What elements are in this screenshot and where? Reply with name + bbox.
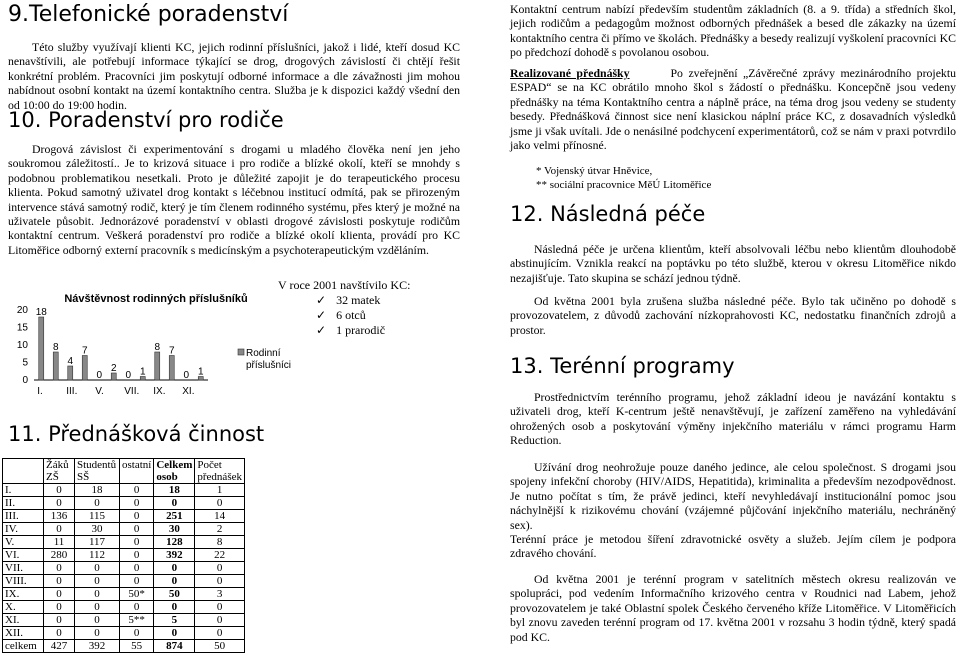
table-cell: 392 [154, 549, 195, 562]
table-header: Žáků ZŠ [44, 459, 75, 484]
table-cell: 30 [75, 523, 120, 536]
table-row [3, 536, 245, 549]
table-cell: VIII. [3, 575, 44, 588]
visits-chart [8, 286, 292, 408]
table-cell: 0 [44, 484, 75, 497]
table-cell: 280 [44, 549, 75, 562]
table-cell: 0 [154, 627, 195, 640]
table-cell: 0 [75, 601, 120, 614]
chart-bar [53, 352, 58, 380]
table-cell: XI. [3, 614, 44, 627]
table-cell: 18 [154, 484, 195, 497]
table-cell: 0 [154, 575, 195, 588]
table-cell: VII. [3, 562, 44, 575]
table-cell: 0 [154, 497, 195, 510]
lecture-intro-text: Kontaktní centrum nabízí především studentům základních (8. a 9. třída) a středních škol, jejich rodičům a pedagogům možnost odborných přednášek a besed dle zákazky na území kontaktního centra či přímo ve školách. Přednášky a besedy realizují vyškolení pracovníci KC po předchozí dohodě s povolanou osobou. [510, 2, 956, 60]
table-cell: 0 [75, 614, 120, 627]
section-13-p1: Prostřednictvím terénního programu, jehož základní ideou je navázání kontaktu s uživateli drog, kteří K-centrum ještě nenavštěvují, je zařízení zaměřeno na vyhledávání ohrožených osob a poskytování výměny injekčního materiálu v rámci programu Harm Reduction. [510, 390, 956, 448]
bar-value-label: 4 [67, 356, 74, 367]
table-cell: 3 [195, 588, 245, 601]
chart-bar [39, 317, 44, 380]
visits-item: ✓ 6 otců [316, 308, 366, 322]
table-cell: 0 [195, 575, 245, 588]
bar-value-label: 2 [110, 363, 117, 374]
legend-label: příslušníci [246, 360, 292, 371]
table-cell: 0 [44, 588, 75, 601]
x-tick-label: XI. [182, 386, 195, 397]
legend-swatch [238, 349, 244, 355]
table-cell: 8 [195, 536, 245, 549]
chart-bar [82, 356, 87, 381]
table-cell: 0 [75, 562, 120, 575]
section-13-title: 13. Terénní programy [510, 354, 735, 378]
table-cell: 50 [154, 588, 195, 601]
table-cell: 0 [120, 601, 154, 614]
table-cell: 11 [44, 536, 75, 549]
table-cell: 0 [75, 575, 120, 588]
table-cell: 5** [120, 614, 154, 627]
table-cell: 0 [120, 484, 154, 497]
table-header: Studentů SŠ [75, 459, 120, 484]
table-cell: 0 [44, 601, 75, 614]
table-row [3, 562, 245, 575]
y-tick-label: 10 [16, 340, 28, 351]
table-cell: 50 [195, 640, 245, 653]
table-cell: 0 [44, 523, 75, 536]
realized-lectures-text [510, 66, 956, 152]
bar-value-label: 1 [139, 366, 146, 378]
table-cell: 0 [44, 627, 75, 640]
table-cell: 427 [44, 640, 75, 653]
visits-chart-svg [8, 286, 292, 408]
visits-item: ✓ 32 matek [316, 293, 381, 307]
table-cell: 117 [75, 536, 120, 549]
y-tick-label: 15 [16, 322, 28, 334]
table-cell: IX. [3, 588, 44, 601]
table-header-row [3, 459, 245, 484]
table-cell: 0 [44, 497, 75, 510]
table-cell: 112 [75, 549, 120, 562]
section-13-p4: Od května 2001 je terénní program v satelitních městech okresu realizován ve spolupráci, pod vedením Informačního krizového centra v Roudnici nad Labem, jehož provozovatelem je také Oblastní spolek Českého červeného kříže Litoměřice. V Litoměřicích byl znovu zaveden terénní program od 17. května 2001 v rozsahu 3 hodin týdně, který spadá pod KC. [510, 572, 956, 644]
bar-value-label: 0 [125, 370, 132, 381]
section-12-p2: Od května 2001 byla zrušena služba následné péče. Bylo tak učiněno po dohodě s provozovatelem, z důvodů zachování nízkoprahovosti KC, nedostatku finančních zdrojů a prostor. [510, 294, 956, 337]
bar-value-label: 8 [52, 342, 59, 353]
table-cell: 128 [154, 536, 195, 549]
table-cell: 874 [154, 640, 195, 653]
table-row [3, 614, 245, 627]
chart-title: Návštěvnost rodinných příslušníků [64, 293, 248, 305]
x-tick-label: III. [66, 386, 78, 397]
lecture-table [2, 458, 245, 653]
table-cell: 0 [120, 575, 154, 588]
footnote-2: ** sociální pracovnice MěÚ Litoměřice [536, 179, 712, 191]
table-cell: 18 [75, 484, 120, 497]
table-cell: 392 [75, 640, 120, 653]
x-tick-label: I. [37, 386, 43, 397]
table-row [3, 549, 245, 562]
table-cell: 0 [154, 601, 195, 614]
table-cell: 30 [154, 523, 195, 536]
table-row [3, 510, 245, 523]
visits-intro: V roce 2001 navštívilo KC: [278, 278, 411, 292]
table-cell: 2 [195, 523, 245, 536]
table-cell: 22 [195, 549, 245, 562]
section-12-title: 12. Následná péče [510, 202, 706, 226]
section-9-text: Této služby využívají klienti KC, jejich rodinní příslušníci, jakož i lidé, kteří dosud KC nenavštívili, ale potřebují informace týkající se drog, drogových závislostí či chtějí řešit konkrétní problém. Pracovníci jim poskytují odborné informace a dle závažnosti jim mohou nabídnout osobní kontakt na území kontaktního centra. Služba je k dispozici každý všední den od 10:00 do 19:00 hodin. [8, 40, 460, 112]
table-cell: 0 [44, 614, 75, 627]
bar-value-label: 0 [96, 370, 103, 381]
table-row [3, 523, 245, 536]
footnotes [536, 164, 711, 192]
table-row [3, 588, 245, 601]
table-cell: 0 [44, 575, 75, 588]
table-cell: 0 [195, 497, 245, 510]
x-tick-label: IX. [153, 386, 166, 397]
check-icon: ✓ [316, 308, 327, 322]
visits-item: ✓ 1 prarodič [316, 323, 386, 337]
table-cell: 0 [195, 614, 245, 627]
table-row [3, 497, 245, 510]
table-header [3, 459, 44, 484]
table-cell: 0 [120, 627, 154, 640]
table-cell: 0 [154, 562, 195, 575]
bar-value-label: 7 [81, 345, 88, 357]
section-10-text: Drogová závislost či experimentování s drogami u mladého člověka není jen jeho soukromou záležitostí.. Je to krizová situace i pro rodiče a blízké okolí, kteří se mnohdy s podobnou problematikou nesetkali. Proto je důležité zapojit je do terapeutického procesu klienta. Pokud samotný uživatel drog kontakt s léčebnou institucí odmítá, pak se přirozeným intervence stává samotný rodič, který je tím členem rodinného systému, přes který je možné na uživatele působit. Jednorázové poradenství v oblasti drogové závislosti poskytuje rodičům kontaktní centrum. Veškerá poradenství pro rodiče a blízké okolí klienta, provádí pro KC Litoměřice odborný externí pracovník s medicínským a psychoterapeutickým vzděláním. [8, 142, 460, 257]
section-13-p2: Užívání drog neohrožuje pouze daného jedince, ale celou společnost. S drogami jsou spojeny infekční choroby (HIV/AIDS, Hepatitida), kriminalita a především nezodpovědnost. Je nutno počítat s tím, že právě jedinci, kteří nevyhledávají institucionální pomoc jsou náchylnější k rizikovému chování (vzájemné půjčování injekčního materiálu, nechráněný sex). [510, 460, 956, 532]
section-12-p1: Následná péče je určena klientům, kteří absolvovali léčbu nebo klientům dlouhodobě abstinujícím. Vznikla reakcí na poptávku po této službě, kterou v okresu Litoměřice nikdo nezajišťuje. Tato skupina se schází jednou týdně. [510, 242, 956, 285]
table-row [3, 575, 245, 588]
chart-bar [111, 373, 116, 380]
legend-label: Rodinní [246, 348, 281, 359]
table-cell: 0 [44, 562, 75, 575]
table-cell: 0 [120, 497, 154, 510]
table-cell: 136 [44, 510, 75, 523]
section-13-p3: Terénní práce je metodou šíření zdravotnické osvěty a služeb. Jejím cílem je podpora zdravého chování. [510, 532, 956, 561]
table-row [3, 640, 245, 653]
section-9-title: 9.Telefonické poradenství [8, 2, 289, 27]
table-cell: VI. [3, 549, 44, 562]
footnote-1: * Vojenský útvar Hněvice, [536, 165, 653, 177]
bar-value-label: 0 [183, 370, 190, 381]
table-cell: I. [3, 484, 44, 497]
table-cell: 251 [154, 510, 195, 523]
lecture-table-wrap [2, 458, 245, 653]
check-icon: ✓ [316, 293, 327, 307]
table-cell: 0 [120, 549, 154, 562]
table-cell: 0 [195, 562, 245, 575]
table-cell: 0 [120, 562, 154, 575]
table-header: ostatní [120, 459, 154, 484]
table-cell: II. [3, 497, 44, 510]
chart-bar [68, 366, 73, 380]
section-10-title: 10. Poradenství pro rodiče [8, 108, 284, 132]
x-tick-label: V. [95, 386, 104, 397]
table-cell: X. [3, 601, 44, 614]
table-cell: IV. [3, 523, 44, 536]
table-cell: 0 [120, 536, 154, 549]
table-cell: 115 [75, 510, 120, 523]
visits-box [278, 278, 458, 338]
realized-lectures-label: Realizované přednášky [510, 66, 630, 80]
table-cell: 1 [195, 484, 245, 497]
table-cell: V. [3, 536, 44, 549]
table-cell: 0 [195, 627, 245, 640]
bar-value-label: 8 [154, 342, 161, 353]
table-cell: celkem [3, 640, 44, 653]
table-header: Celkem osob [154, 459, 195, 484]
table-cell: 50* [120, 588, 154, 601]
visits-list [316, 293, 458, 338]
bar-value-label: 7 [168, 345, 175, 357]
table-cell: 0 [75, 588, 120, 601]
table-cell: III. [3, 510, 44, 523]
y-tick-label: 0 [22, 375, 28, 386]
table-cell: XII. [3, 627, 44, 640]
table-cell: 5 [154, 614, 195, 627]
y-tick-label: 5 [22, 357, 28, 369]
table-cell: 0 [120, 523, 154, 536]
table-cell: 14 [195, 510, 245, 523]
bar-value-label: 1 [197, 366, 204, 378]
y-tick-label: 20 [16, 305, 28, 316]
table-cell: 0 [75, 497, 120, 510]
table-cell: 0 [120, 510, 154, 523]
x-tick-label: VII. [124, 386, 140, 397]
check-icon: ✓ [316, 323, 327, 337]
bar-value-label: 18 [35, 307, 47, 318]
table-cell: 0 [75, 627, 120, 640]
chart-bar [155, 352, 160, 380]
table-header: Počet přednášek [195, 459, 245, 484]
table-row [3, 484, 245, 497]
table-row [3, 627, 245, 640]
table-cell: 0 [195, 601, 245, 614]
realized-lectures-body: Po zveřejnění „Závěrečné zprávy mezinárodního projektu ESPAD“ se na KC obrátilo mnoho škol s žádostí o přednášku. Koncepčně jsou vedeny přednášky na téma Kontaktního centra a náplně práce, na téma drog jsou vedeny se studenty besedy. Přednášková činnost sice není klasickou náplní práce KC, z dosavadních výsledků jsme ji však uvítali. Jde o nenásilné podchycení experimentátorů, což se nám v praxi potvrdilo jako velmi přínosné. [510, 66, 956, 153]
table-cell: 55 [120, 640, 154, 653]
section-11-title: 11. Přednášková činnost [8, 422, 265, 446]
table-row [3, 601, 245, 614]
chart-bar [169, 356, 174, 381]
